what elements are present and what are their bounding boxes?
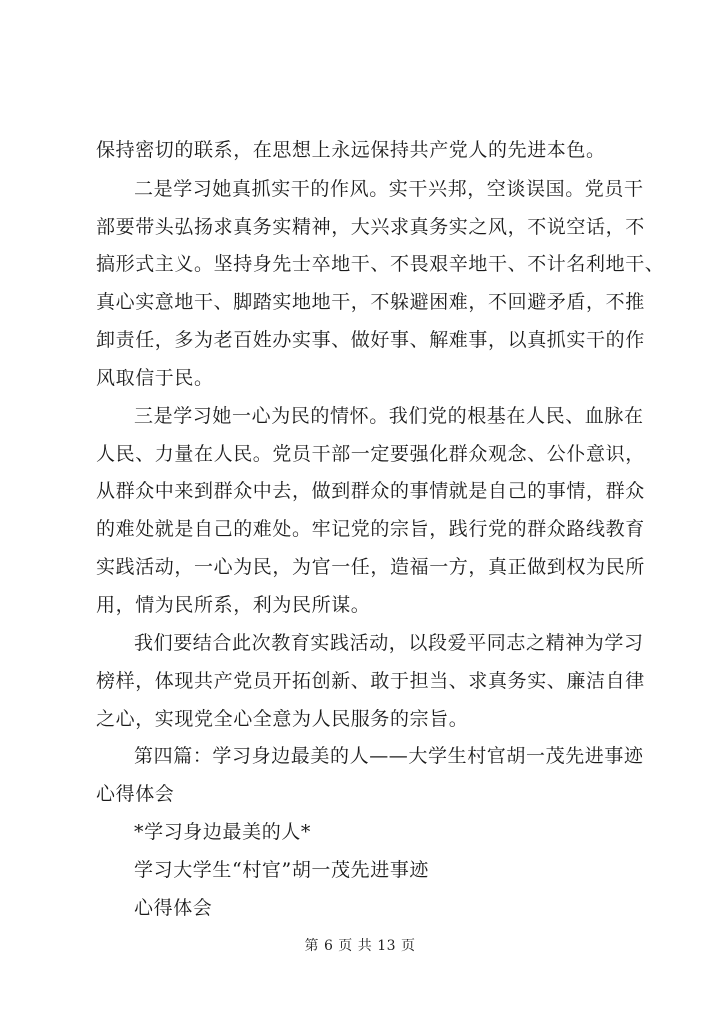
text-line: 风取信于民。: [96, 367, 214, 389]
text-line: 之心，实现党全心全意为人民服务的宗旨。: [96, 708, 469, 730]
text-line: 用，情为民所系，利为民所谋。: [96, 594, 371, 616]
text-line: 二是学习她真抓实干的作风。实干兴邦，空谈误国。党员干: [134, 178, 644, 200]
subtitle-line: 学习大学生“村官”胡一茂先进事迹: [134, 859, 430, 881]
text-line: 人民、力量在人民。党员干部一定要强化群众观念、公仆意识，: [96, 443, 645, 465]
text-line: 我们要结合此次教育实践活动，以段爱平同志之精神为学习: [134, 632, 644, 654]
text-line: 榜样，体现共产党员开拓创新、敢于担当、求真务实、廉洁自律: [96, 670, 645, 692]
subtitle-line: 心得体会: [134, 897, 213, 919]
text-line: 搞形式主义。坚持身先士卒地干、不畏艰辛地干、不计名利地干、: [96, 253, 665, 275]
text-line: 的难处就是自己的难处。牢记党的宗旨，践行党的群众路线教育: [96, 518, 645, 540]
page-footer: 第 6 页 共 13 页: [304, 938, 416, 954]
text-line: 三是学习她一心为民的情怀。我们党的根基在人民、血脉在: [134, 405, 644, 427]
text-line: 卸责任，多为老百姓办实事、做好事、解难事，以真抓实干的作: [96, 329, 645, 351]
section-heading: 第四篇：学习身边最美的人——大学生村官胡一茂先进事迹: [134, 745, 644, 767]
text-line: 部要带头弘扬求真务实精神，大兴求真务实之风，不说空话，不: [96, 216, 645, 238]
text-line: 从群众中来到群众中去，做到群众的事情就是自己的事情，群众: [96, 480, 645, 502]
section-heading-cont: 心得体会: [96, 783, 175, 805]
subtitle-line: *学习身边最美的人*: [134, 821, 312, 843]
text-line: 保持密切的联系，在思想上永远保持共产党人的先进本色。: [96, 139, 606, 161]
text-line: 实践活动，一心为民，为官一任，造福一方，真正做到权为民所: [96, 556, 645, 578]
text-line: 真心实意地干、脚踏实地地干，不躲避困难，不回避矛盾，不推: [96, 291, 645, 313]
